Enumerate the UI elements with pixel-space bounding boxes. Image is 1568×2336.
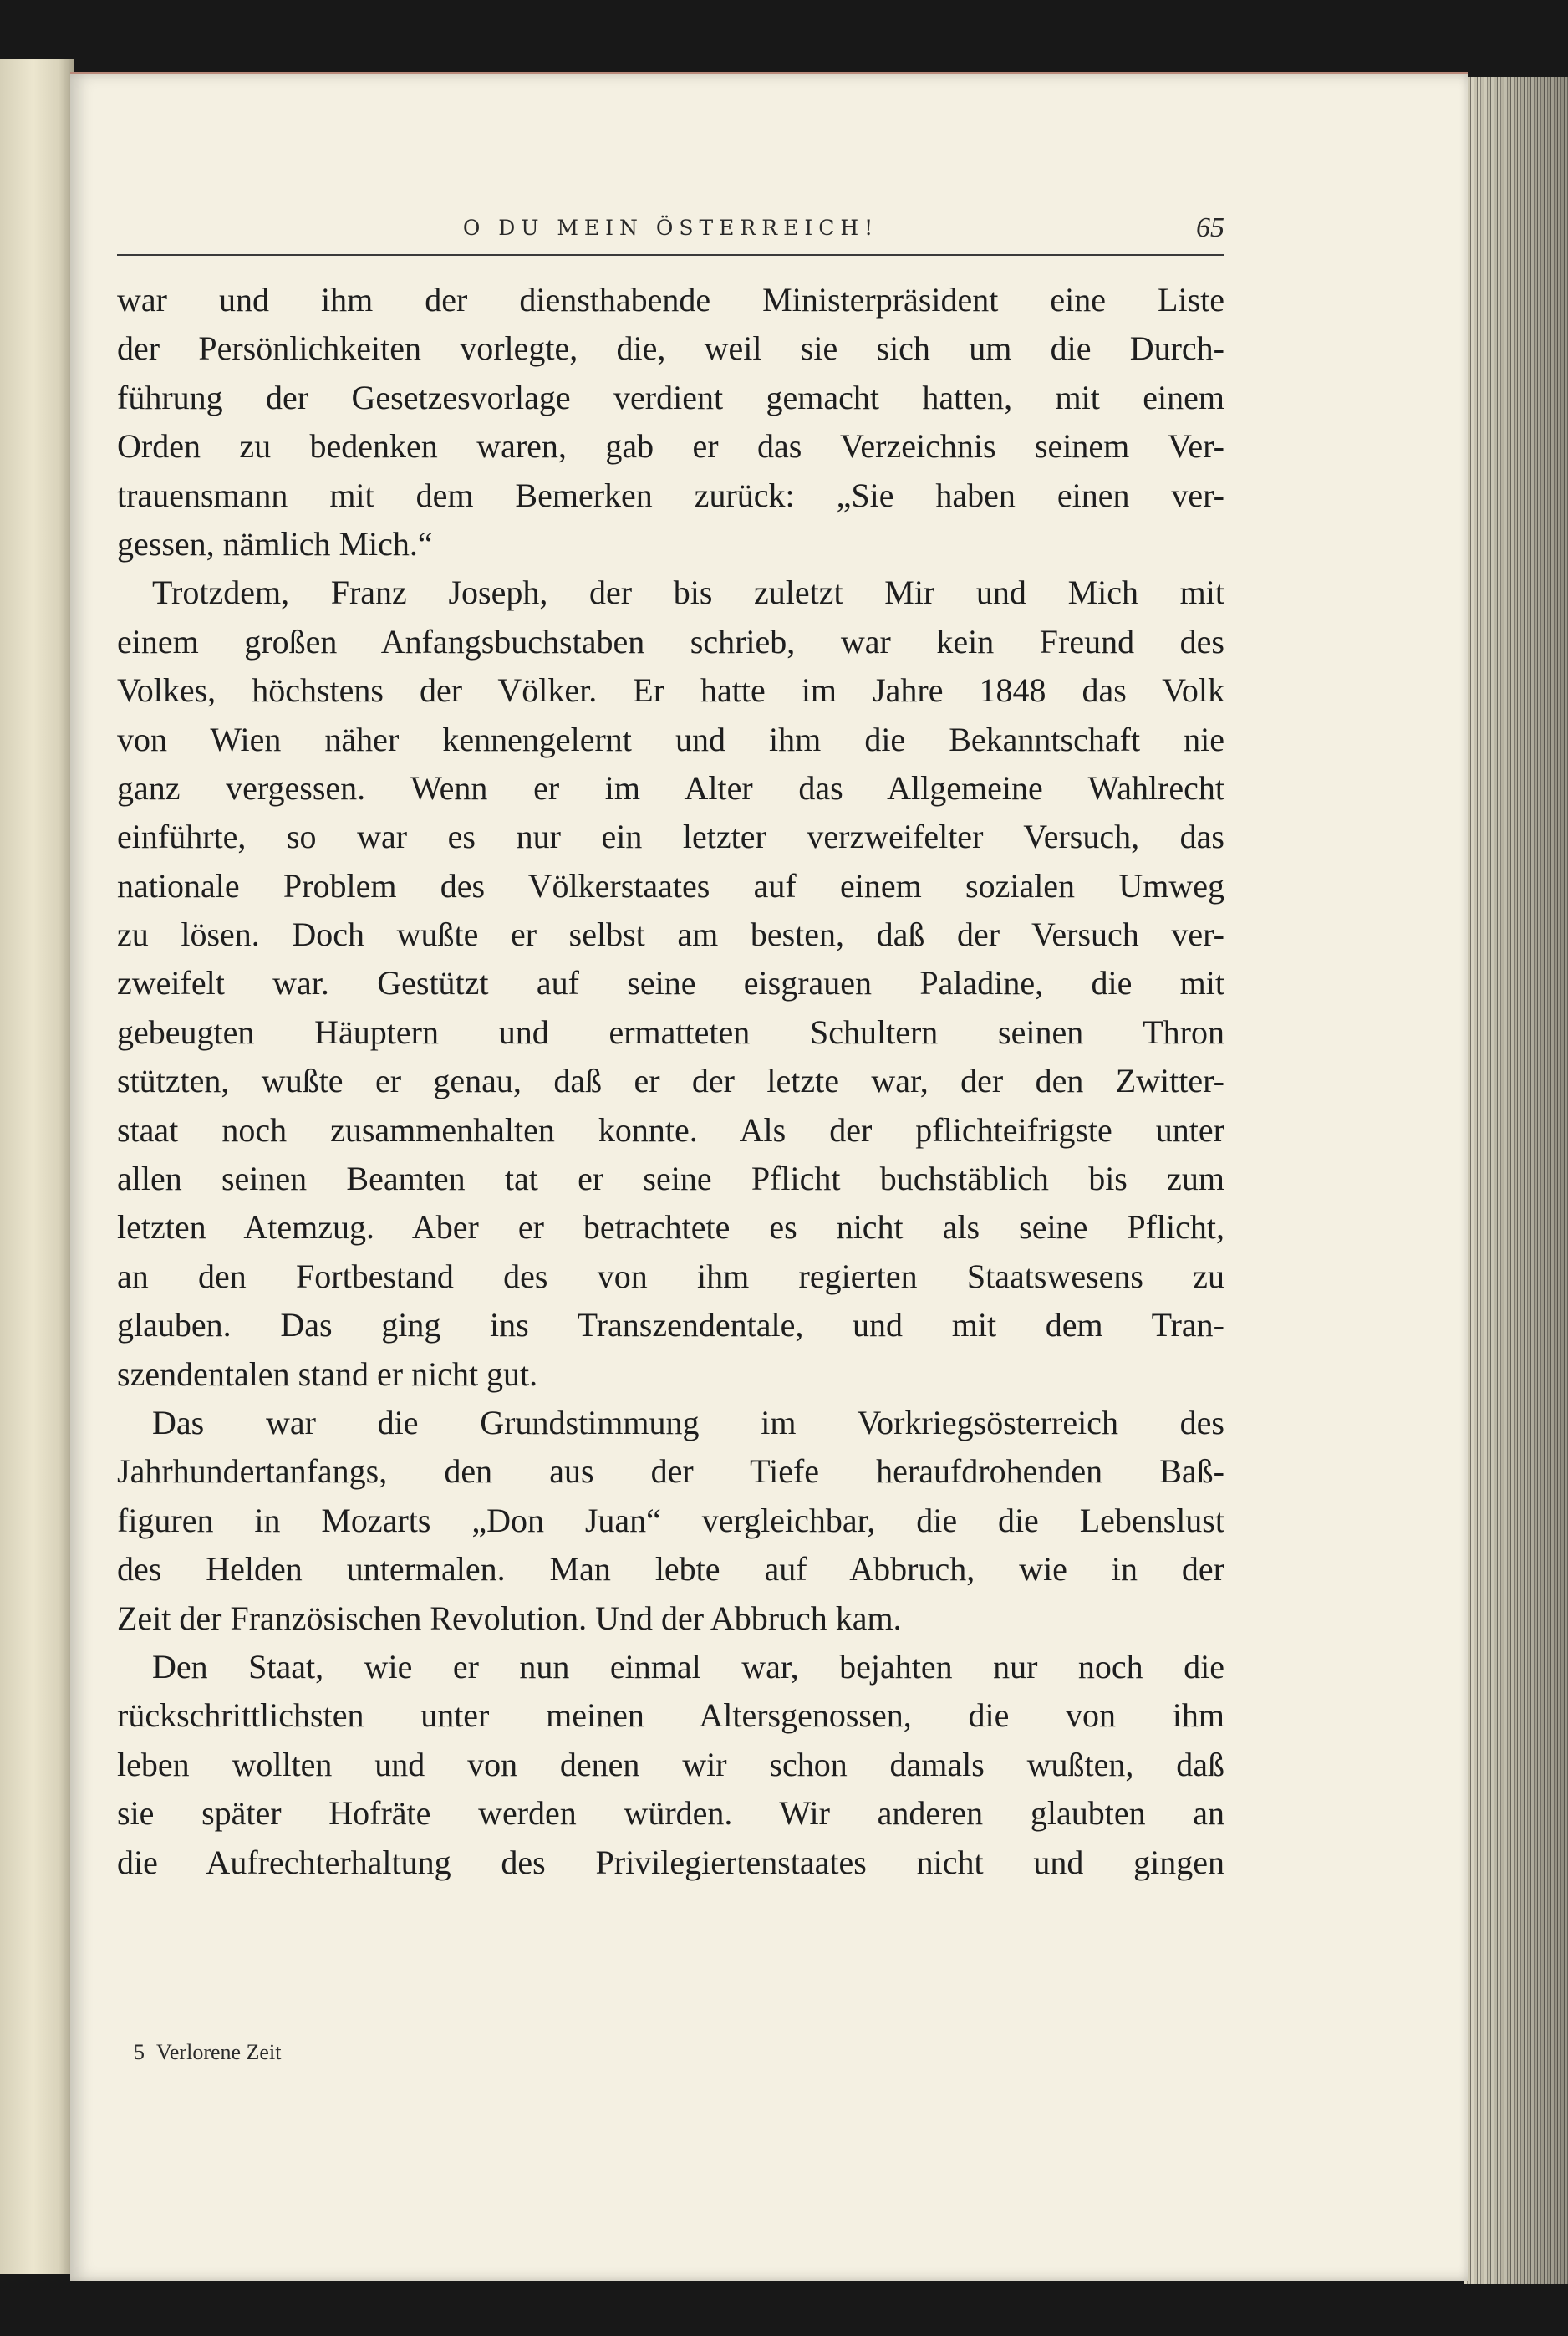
text-line: szendentalen stand er nicht gut.: [117, 1354, 538, 1393]
printer-signature: [134, 2040, 293, 2065]
text-line: allen seinen Beamten tat er seine Pflicht buchstäblich bis zum: [117, 1160, 1224, 1198]
text-line: letzten Atemzug. Aber er betrachtete es nicht als seine Pflicht,: [117, 1208, 1224, 1247]
running-title: O DU MEIN ÖSTERREICH!: [462, 216, 879, 240]
text-line: glauben. Das ging ins Transzendentale, und mit dem Tran-: [117, 1306, 1224, 1344]
text-line: des Helden untermalen. Man lebte auf Abbruch, wie in der: [117, 1550, 1224, 1589]
text-line: gebeugten Häuptern und ermatteten Schultern seinen Thron: [117, 1012, 1224, 1051]
text-line: an den Fortbestand des von ihm regierten Staatswesens zu: [117, 1257, 1224, 1295]
text-line: figuren in Mozarts „Don Juan“ vergleichbar, die die Lebenslust: [117, 1501, 1224, 1539]
text-line: staat noch zusammenhalten konnte. Als der pflichteifrigste unter: [117, 1110, 1224, 1149]
text-line: der Persönlichkeiten vorlegte, die, weil sie sich um die Durch-: [117, 329, 1224, 368]
text-line: Orden zu bedenken waren, gab er das Verzeichnis seinem Ver-: [117, 427, 1224, 466]
text-line: Das war die Grundstimmung im Vorkriegsösterreich des: [152, 1403, 1224, 1441]
signature-title: Verlorene Zeit: [156, 2040, 282, 2064]
page-block-shadow: [1464, 77, 1568, 2284]
text-line: zweifelt war. Gestützt auf seine eisgrauen Paladine, die mit: [117, 964, 1224, 1002]
text-line: Trotzdem, Franz Joseph, der bis zuletzt Mir und Mich mit: [152, 574, 1224, 612]
text-line: einem großen Anfangsbuchstaben schrieb, war kein Freund des: [117, 622, 1224, 661]
body-text: [117, 276, 1224, 1887]
signature-number: 5: [134, 2040, 145, 2064]
text-line: gessen, nämlich Mich.“: [117, 524, 433, 563]
text-line: trauensmann mit dem Bemerken zurück: „Sie haben einen ver-: [117, 476, 1224, 514]
header-rule: [117, 254, 1224, 256]
text-line: Zeit der Französischen Revolution. Und der Abbruch kam.: [117, 1599, 902, 1637]
text-line: die Aufrechterhaltung des Privilegiertenstaates nicht und gingen: [117, 1843, 1224, 1881]
text-line: rückschrittlichsten unter meinen Altersgenossen, die von ihm: [117, 1696, 1224, 1735]
text-line: sie später Hofräte werden würden. Wir anderen glaubten an: [117, 1794, 1224, 1833]
text-line: stützten, wußte er genau, daß er der letzte war, der den Zwitter-: [117, 1062, 1224, 1100]
text-line: war und ihm der diensthabende Ministerpräsident eine Liste: [117, 281, 1224, 319]
text-line: führung der Gesetzesvorlage verdient gemacht hatten, mit einem: [117, 378, 1224, 416]
text-line: Volkes, höchstens der Völker. Er hatte im Jahre 1848 das Volk: [117, 671, 1224, 710]
text-line: Jahrhundertanfangs, den aus der Tiefe heraufdrohenden Baß-: [117, 1452, 1224, 1491]
text-line: nationale Problem des Völkerstaates auf einem sozialen Umweg: [117, 866, 1224, 905]
text-line: einführte, so war es nur ein letzter verzweifelter Versuch, das: [117, 818, 1224, 856]
text-line: ganz vergessen. Wenn er im Alter das Allgemeine Wahlrecht: [117, 768, 1224, 807]
text-line: von Wien näher kennengelernt und ihm die Bekanntschaft nie: [117, 720, 1224, 758]
facing-page-edge: [0, 59, 74, 2274]
text-line: leben wollten und von denen wir schon damals wußten, daß: [117, 1745, 1224, 1783]
page-number: 65: [1196, 212, 1224, 243]
text-line: Den Staat, wie er nun einmal war, bejahten nur noch die: [152, 1647, 1224, 1686]
running-header: [117, 209, 1224, 261]
text-line: zu lösen. Doch wußte er selbst am besten, daß der Versuch ver-: [117, 916, 1224, 954]
